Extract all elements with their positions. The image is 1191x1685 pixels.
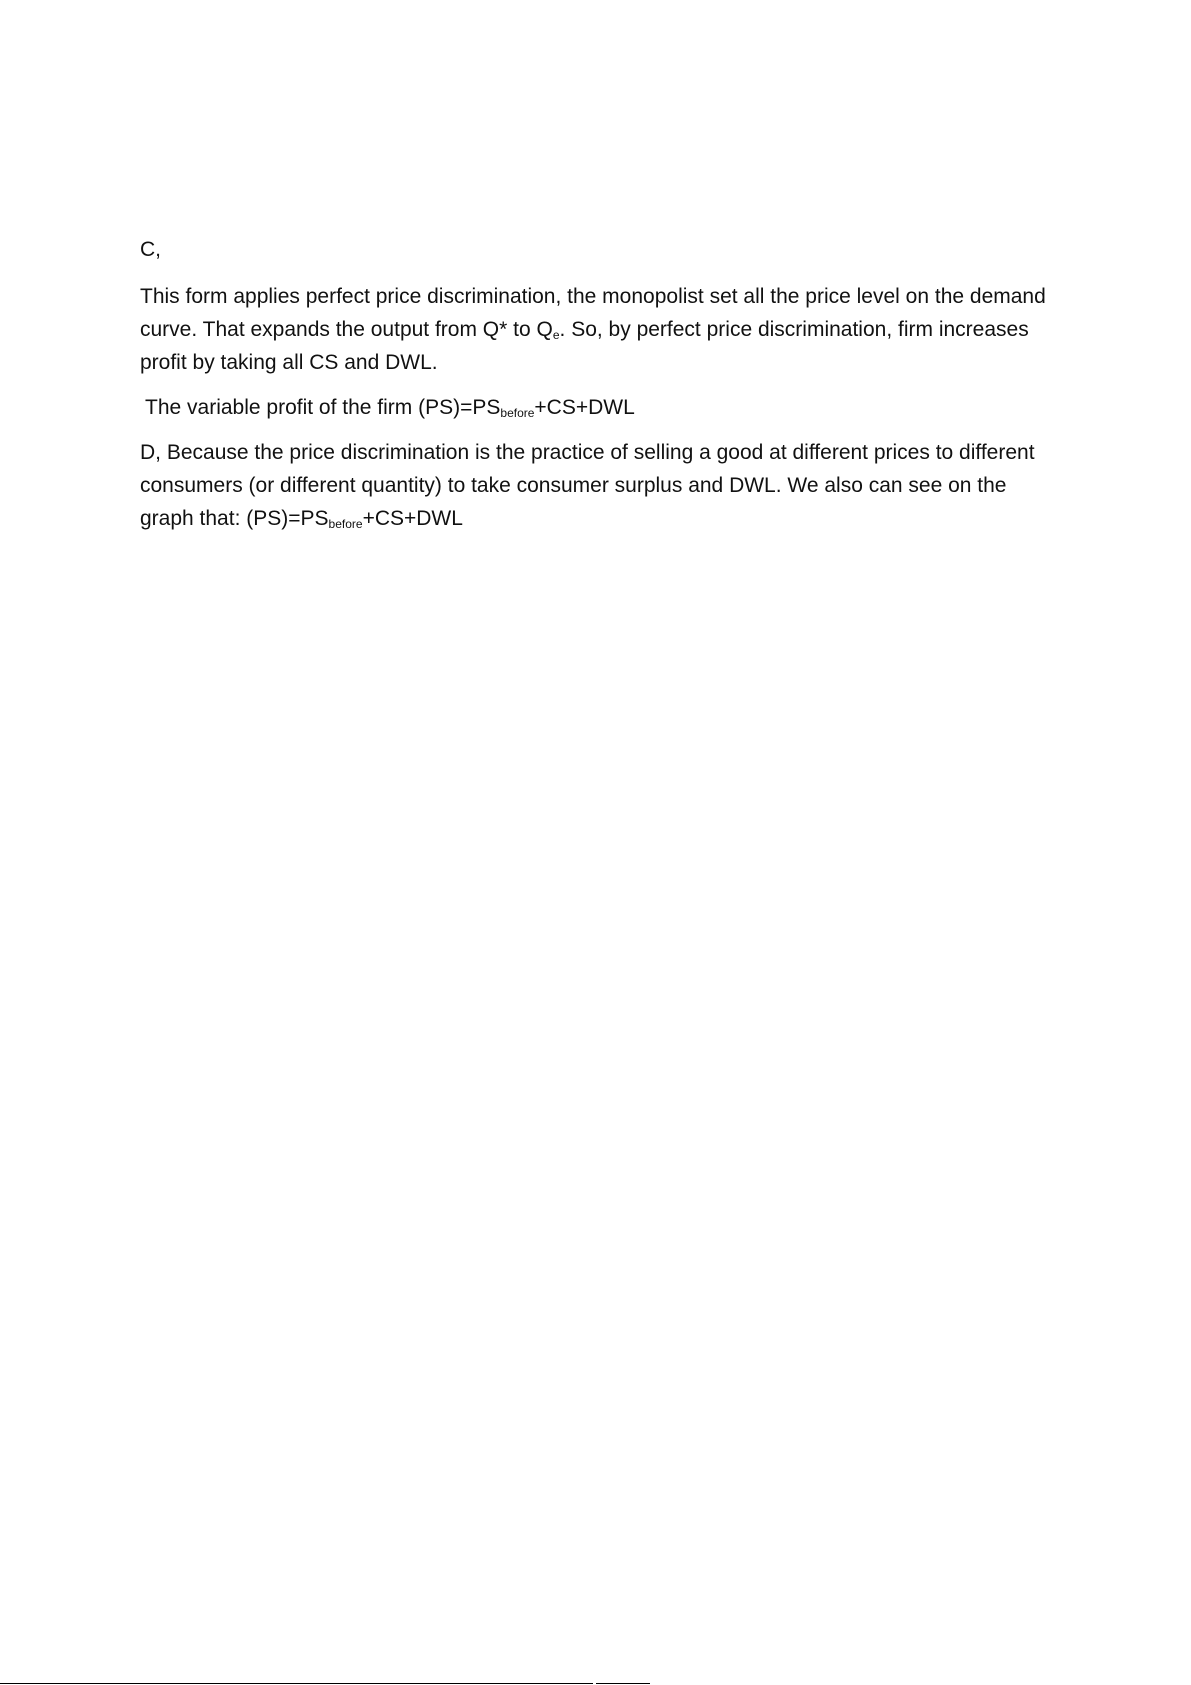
formula-subscript-before: before [500, 406, 535, 420]
section-c-paragraph [140, 280, 1060, 379]
footer-divider-short [596, 1683, 650, 1684]
subscript-e: e [552, 328, 560, 342]
section-c-heading: C, [140, 238, 161, 261]
variable-profit-formula [140, 391, 1060, 424]
document-body [140, 233, 1060, 535]
section-c-text-part1: This form applies perfect price discrimination, the monopolist set all the price level on the demand curve. That expands the output from Q* to Q [140, 285, 1046, 341]
section-d-paragraph [140, 436, 1060, 535]
section-d-suffix: +CS+DWL [362, 507, 463, 530]
section-d-text: D, Because the price discrimination is the practice of selling a good at different prices to different consumers (or different quantity) to take consumer surplus and DWL. We also can see on the graph that: (PS)=PS [140, 441, 1035, 530]
formula-prefix: The variable profit of the firm (PS)=PS [145, 396, 501, 419]
footer-divider [0, 1683, 593, 1684]
formula-suffix: +CS+DWL [534, 396, 635, 419]
section-d-subscript-before: before [328, 517, 363, 531]
section-c-text-part2: . So, by perfect price discrimination, firm increases profit by taking all CS and DWL. [140, 318, 1029, 374]
